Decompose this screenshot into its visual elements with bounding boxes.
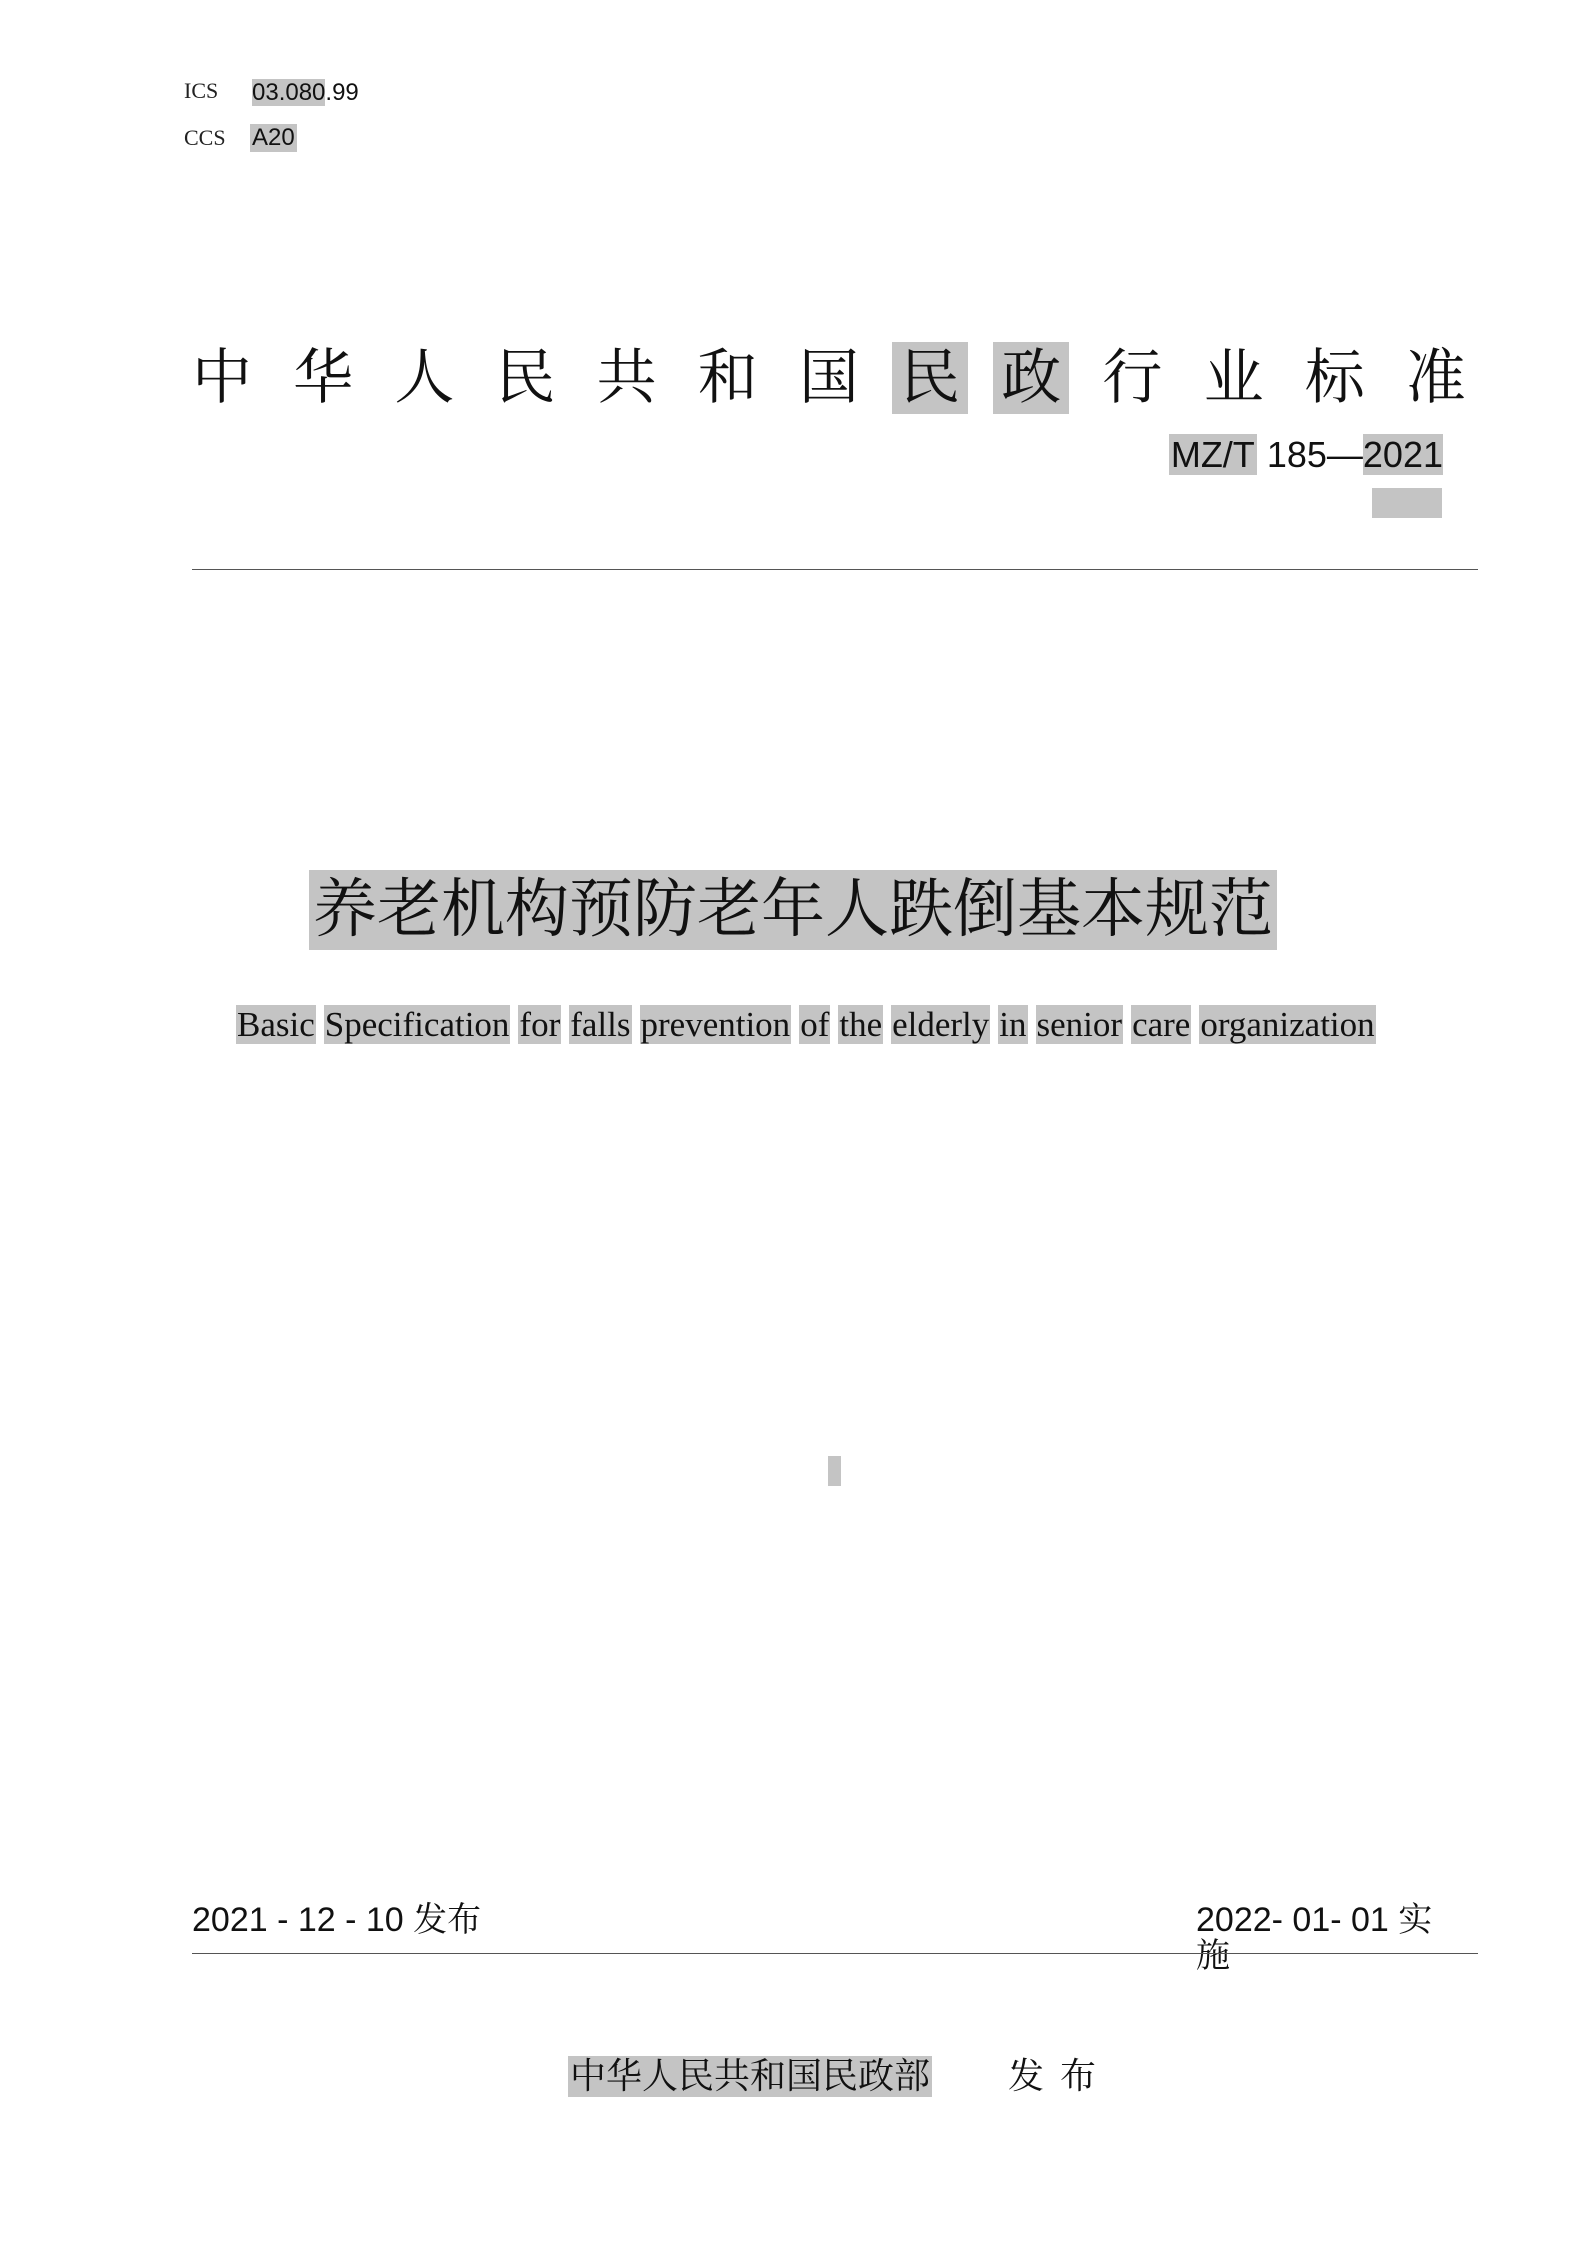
implementation-date: 2022- 01- 01 实 [1196, 1901, 1433, 1939]
ccs-code: A20 [252, 124, 295, 151]
english-title-word: the [839, 1005, 883, 1044]
english-title-word: falls [570, 1005, 631, 1044]
ics-label: ICS [184, 78, 219, 103]
english-title-word: Specification [324, 1005, 510, 1044]
standard-category-char: 准 [1405, 343, 1466, 413]
standard-category-char: 政 [993, 342, 1069, 414]
standard-category-char: 标 [1304, 343, 1365, 413]
ics-code [250, 79, 361, 107]
standard-category-char: 业 [1203, 343, 1264, 413]
english-title-word: organization [1200, 1005, 1375, 1044]
standard-category-char: 行 [1102, 343, 1163, 413]
english-title-word: for [519, 1005, 561, 1044]
release-date: 2021 - 12 - 10 发布 [192, 1901, 482, 1939]
document-title [0, 870, 1586, 950]
standard-category-char: 国 [798, 343, 859, 413]
highlight-mark [1372, 488, 1442, 518]
standard-category-char: 华 [293, 343, 354, 413]
standard-category-char: 民 [892, 342, 968, 414]
english-title-word: in [999, 1005, 1027, 1044]
ics-code-tail: .99 [325, 79, 359, 106]
publisher-organization: 中华人民共和国民政部 [570, 2056, 931, 2097]
publisher-action: 发布 [1008, 2056, 1113, 2097]
english-title-word: elderly [892, 1005, 990, 1044]
standard-category-char: 民 [495, 343, 556, 413]
ics-code-highlighted: 03.080 [252, 79, 326, 106]
standard-dash: — [1326, 434, 1363, 475]
footer-divider [192, 1953, 1478, 1954]
standard-code: MZ/T [1170, 434, 1255, 475]
english-title-word: Basic [237, 1005, 315, 1044]
standard-category-char: 中 [192, 343, 252, 413]
standard-year: 2021 [1362, 434, 1443, 475]
standard-category-char: 人 [394, 343, 455, 413]
standard-category-char: 共 [596, 343, 657, 413]
highlight-mark [828, 1456, 841, 1486]
english-title-word: of [800, 1005, 830, 1044]
header-divider [192, 569, 1478, 570]
implementation-date-continued: 施 [1196, 1937, 1230, 1975]
document-title-english [236, 1003, 1376, 1047]
ccs-label: CCS [184, 125, 226, 150]
standard-category-title [184, 342, 1474, 414]
standard-number [1169, 432, 1443, 478]
standard-category-char: 和 [697, 343, 758, 413]
standard-serial: 185 [1266, 434, 1327, 475]
english-title-word: senior [1036, 1005, 1123, 1044]
english-title-word: prevention [640, 1005, 791, 1044]
document-title-text: 养老机构预防老年人跌倒基本规范 [309, 870, 1277, 950]
publisher [568, 2052, 1112, 2102]
english-title-word: care [1132, 1005, 1191, 1044]
